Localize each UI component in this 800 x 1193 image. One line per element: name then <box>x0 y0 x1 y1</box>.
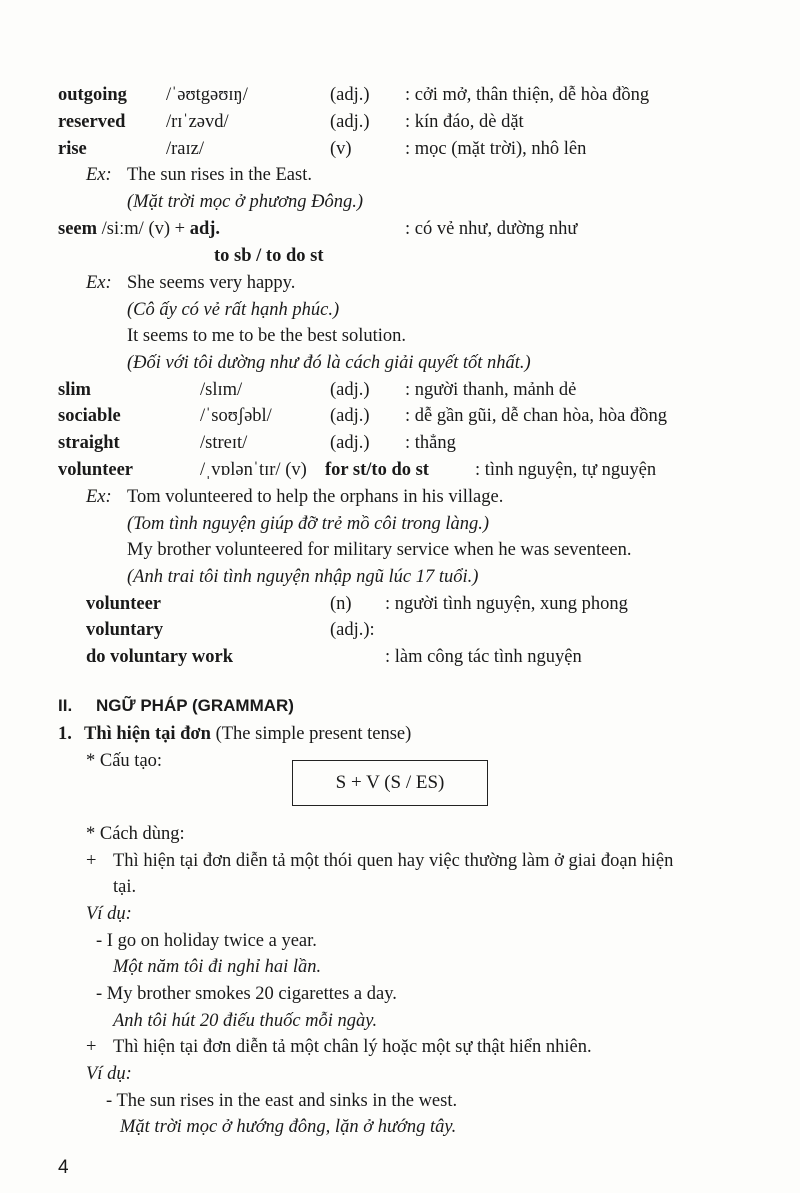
word-slim: slim <box>58 380 91 400</box>
word-volunteer: volunteer <box>58 460 134 480</box>
word-straight: straight <box>58 433 120 453</box>
example-translation: (Cô ấy có vẻ rất hạnh phúc.) <box>127 300 340 320</box>
example-label: Ex: <box>86 165 112 185</box>
section-heading: NGỮ PHÁP (GRAMMAR) <box>96 696 294 715</box>
example-translation: Anh tôi hút 20 điếu thuốc mỗi ngày. <box>113 1011 378 1031</box>
example-label: Ex: <box>86 273 112 293</box>
example-sentence: - The sun rises in the east and sinks in the west. <box>106 1091 458 1111</box>
example-sentence: My brother volunteered for military service when he was seventeen. <box>127 540 632 560</box>
meaning-straight: : thẳng <box>405 433 456 453</box>
meaning-volunteer: : tình nguyện, tự nguyện <box>475 460 657 480</box>
pos-slim: (adj.) <box>330 380 370 400</box>
formula-box <box>292 760 488 806</box>
page-number: 4 <box>58 1157 69 1178</box>
ipa-volunteer: /ˌvɒlənˈtɪr/ (v) <box>200 460 307 480</box>
pos-sociable: (adj.) <box>330 406 370 426</box>
usage-1-text: Thì hiện tại đơn diễn tả một thói quen hay việc thường làm ở giai đoạn hiện <box>113 851 674 871</box>
meaning-slim: : người thanh, mảnh dẻ <box>405 380 577 400</box>
bullet-plus: + <box>86 851 97 871</box>
word-volunteer-noun: volunteer <box>86 594 162 614</box>
word-rise: rise <box>58 139 87 159</box>
pos-volunteer-noun: (n) <box>330 594 352 614</box>
pos-straight: (adj.) <box>330 433 370 453</box>
meaning-volunteer-noun: : người tình nguyện, xung phong <box>385 594 628 614</box>
pos-outgoing: (adj.) <box>330 85 370 105</box>
meaning-sociable: : dễ gần gũi, dễ chan hòa, hòa đồng <box>405 406 668 426</box>
example-sentence: - My brother smokes 20 cigarettes a day. <box>96 984 397 1004</box>
volunteer-usage: for st/to do st <box>325 460 429 480</box>
meaning-rise: : mọc (mặt trời), nhô lên <box>405 139 587 159</box>
meaning-outgoing: : cởi mở, thân thiện, dễ hòa đồng <box>405 85 650 105</box>
ipa-outgoing: /ˈəʊtgəʊɪŋ/ <box>166 85 248 105</box>
ipa-reserved: /rɪˈzəvd/ <box>166 112 229 132</box>
seem-entry <box>58 220 220 239</box>
word-sociable: sociable <box>58 406 121 426</box>
example-sentence: The sun rises in the East. <box>127 165 312 185</box>
ipa-seem: /siːm/ (v) + <box>101 219 186 239</box>
ipa-straight: /streɪt/ <box>200 433 248 453</box>
example-translation: Mặt trời mọc ở hướng đông, lặn ở hướng tây. <box>120 1117 457 1137</box>
word-seem: seem <box>58 219 98 239</box>
example-translation: (Tom tình nguyện giúp đỡ trẻ mồ côi trong làng.) <box>127 514 490 534</box>
meaning-seem: : có vẻ như, dường như <box>405 219 578 239</box>
subsection-number: 1. <box>58 724 72 744</box>
section-number: II. <box>58 696 73 715</box>
usage-2-text: Thì hiện tại đơn diễn tả một chân lý hoặc một sự thật hiển nhiên. <box>113 1037 592 1057</box>
word-voluntary: voluntary <box>86 620 164 640</box>
subsection-title <box>84 725 411 744</box>
subsection-title-en: (The simple present tense) <box>215 724 412 744</box>
meaning-do-voluntary-work: : làm công tác tình nguyện <box>385 647 582 667</box>
meaning-reserved: : kín đáo, dè dặt <box>405 112 524 132</box>
example-label: Ví dụ: <box>86 1064 132 1084</box>
subsection-title-vi: Thì hiện tại đơn <box>84 724 211 744</box>
example-sentence: Tom volunteered to help the orphans in his village. <box>127 487 504 507</box>
seem-pattern: to sb / to do st <box>214 246 324 266</box>
word-outgoing: outgoing <box>58 85 127 105</box>
seem-adj: adj. <box>189 219 221 239</box>
example-sentence: - I go on holiday twice a year. <box>96 931 317 951</box>
ipa-slim: /slɪm/ <box>200 380 243 400</box>
example-translation: (Đối với tôi dường như đó là cách giải quyết tốt nhất.) <box>127 353 531 373</box>
bullet-plus: + <box>86 1037 97 1057</box>
example-sentence: It seems to me to be the best solution. <box>127 326 406 346</box>
ipa-sociable: /ˈsoʊʃəbl/ <box>200 406 272 426</box>
example-translation: (Anh trai tôi tình nguyện nhập ngũ lúc 17 tuổi.) <box>127 567 479 587</box>
usage-1-text-cont: tại. <box>113 877 137 897</box>
example-label: Ví dụ: <box>86 904 132 924</box>
example-sentence: She seems very happy. <box>127 273 296 293</box>
pos-voluntary: (adj.): <box>330 620 375 640</box>
usage-label: * Cách dùng: <box>86 824 185 844</box>
example-label: Ex: <box>86 487 112 507</box>
example-translation: Một năm tôi đi nghỉ hai lần. <box>113 957 322 977</box>
pos-reserved: (adj.) <box>330 112 370 132</box>
ipa-rise: /raɪz/ <box>166 139 205 159</box>
structure-label: * Cấu tạo: <box>86 751 163 771</box>
word-reserved: reserved <box>58 112 126 132</box>
example-translation: (Mặt trời mọc ở phương Đông.) <box>127 192 363 212</box>
pos-rise: (v) <box>330 139 352 159</box>
word-do-voluntary-work: do voluntary work <box>86 647 233 667</box>
formula: S + V (S / ES) <box>335 772 445 793</box>
